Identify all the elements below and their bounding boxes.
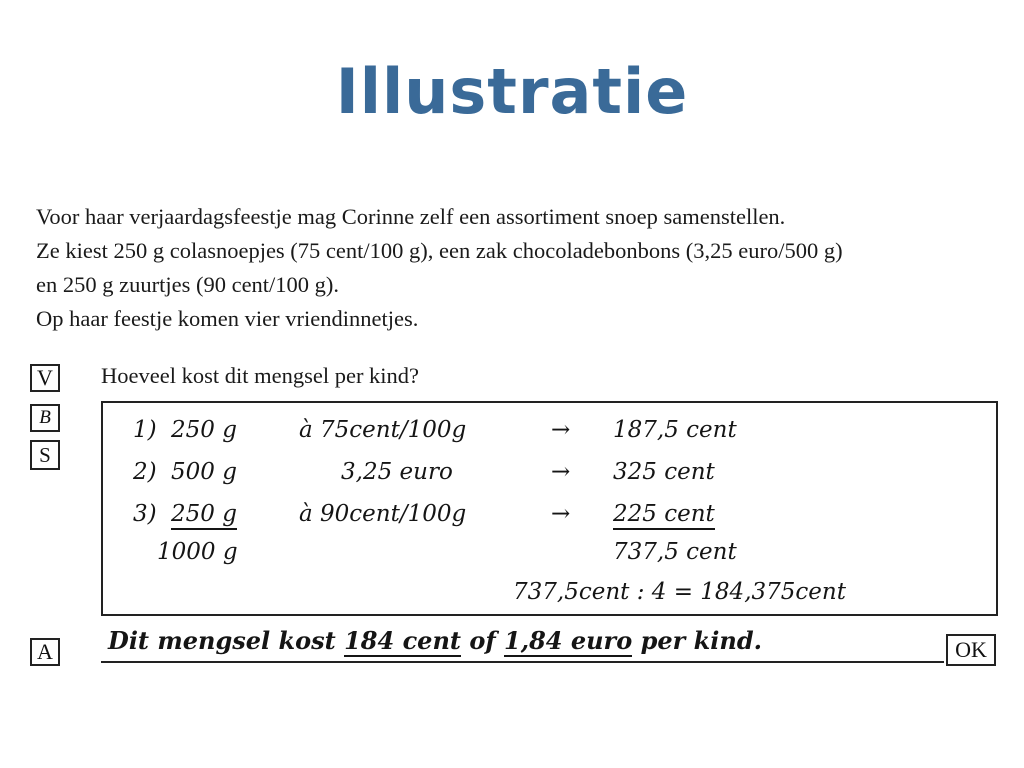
calc-row-1-amount: 250 g	[171, 417, 237, 443]
calc-row-1-result: 187,5 cent	[613, 417, 737, 443]
calc-row-1-num: 1)	[133, 417, 157, 443]
problem-line: Op haar feestje komen vier vriendinnetjes.	[36, 306, 419, 331]
marker-a: A	[30, 638, 60, 666]
calc-row-2-result: 325 cent	[613, 459, 715, 485]
calc-row-1-rate: à 75cent/100g	[299, 417, 467, 443]
calc-row-3-result: 225 cent	[613, 501, 715, 530]
calc-total-cost: 737,5 cent	[613, 539, 737, 565]
calculation-box	[101, 401, 998, 616]
answer-part: per kind.	[632, 626, 762, 655]
marker-b: B	[30, 404, 60, 432]
calc-row-3-arrow: →	[551, 501, 571, 527]
calc-row-2-num: 2)	[133, 459, 157, 485]
calc-row-2-amount: 500 g	[171, 459, 237, 485]
answer-underlined-euro: 1,84 euro	[504, 626, 633, 655]
marker-ok: OK	[946, 634, 996, 666]
calc-row-2-arrow: →	[551, 459, 571, 485]
calc-row-1-arrow: →	[551, 417, 571, 443]
marker-s: S	[30, 440, 60, 470]
calc-division: 737,5cent : 4 = 184,375cent	[513, 579, 846, 605]
answer-underlined-cents: 184 cent	[344, 626, 461, 655]
calc-total-weight: 1000 g	[157, 539, 238, 565]
problem-line: Ze kiest 250 g colasnoepjes (75 cent/100 g), een zak chocoladebonbons (3,25 euro/500 g)	[36, 238, 843, 263]
calc-row-3-num: 3)	[133, 501, 157, 527]
question-text: Hoeveel kost dit mengsel per kind?	[101, 363, 420, 388]
answer-line	[101, 661, 944, 663]
problem-line: en 250 g zuurtjes (90 cent/100 g).	[36, 272, 340, 297]
marker-v: V	[30, 364, 60, 392]
answer-part: Dit mengsel kost	[108, 626, 345, 655]
slide-title: Illustratie	[335, 55, 689, 128]
calc-row-3-amount: 250 g	[171, 501, 237, 530]
problem-line: Voor haar verjaardagsfeestje mag Corinne zelf een assortiment snoep samenstellen.	[36, 204, 786, 229]
problem-statement	[36, 200, 1016, 336]
answer-text	[108, 626, 762, 655]
answer-part: of	[460, 626, 505, 655]
calc-row-3-rate: à 90cent/100g	[299, 501, 467, 527]
calc-row-2-rate: 3,25 euro	[341, 459, 453, 485]
